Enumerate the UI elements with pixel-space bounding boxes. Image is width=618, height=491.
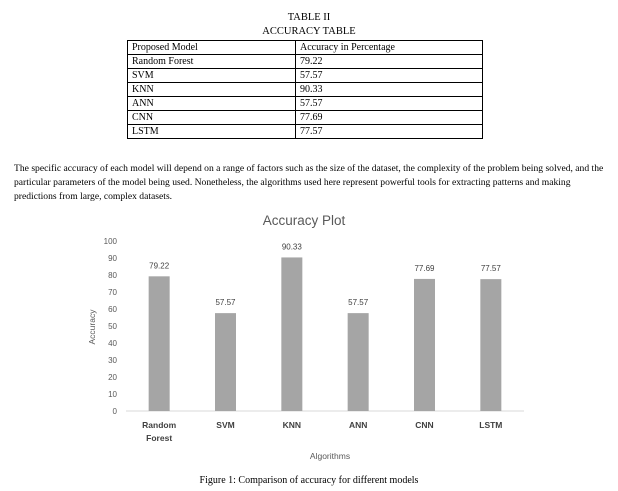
y-tick-label: 30 (108, 356, 117, 365)
y-tick-label: 10 (108, 390, 117, 399)
bar (414, 279, 435, 411)
table-header-row (128, 41, 483, 55)
y-tick-label: 0 (112, 407, 117, 416)
y-tick-label: 70 (108, 288, 117, 297)
bars (149, 257, 502, 411)
table-row (128, 111, 483, 125)
y-tick-label: 80 (108, 271, 117, 280)
table-row (128, 83, 483, 97)
data-label: 57.57 (215, 298, 236, 308)
data-label: 79.22 (149, 261, 170, 271)
table-row (128, 97, 483, 111)
data-label: 90.33 (281, 242, 302, 252)
accuracy-cell: 90.33 (296, 83, 483, 97)
accuracy-table (127, 40, 483, 139)
header-accuracy: Accuracy in Percentage (296, 41, 483, 55)
accuracy-cell: 57.57 (296, 69, 483, 83)
x-tick-label: KNN (282, 420, 302, 430)
data-label: 77.57 (480, 264, 501, 274)
accuracy-cell: 57.57 (296, 97, 483, 111)
table-row (128, 125, 483, 139)
model-cell: SVM (128, 69, 296, 83)
y-tick-label: 40 (108, 339, 117, 348)
accuracy-cell: 77.69 (296, 111, 483, 125)
data-label: 77.69 (414, 263, 435, 273)
bar (215, 313, 236, 411)
y-tick-label: 100 (103, 237, 117, 246)
x-tick-label: LSTM (479, 420, 503, 430)
model-cell: CNN (128, 111, 296, 125)
table-number: TABLE II (287, 12, 331, 23)
bar (348, 313, 369, 411)
y-axis-ticks (104, 237, 118, 416)
x-axis-label: Algorithms (309, 451, 351, 461)
accuracy-cell: 77.57 (296, 125, 483, 139)
body-paragraph: The specific accuracy of each model will depend on a range of factors such as the size of the dataset, the complexity of the problem being solved, and the particular parameters of the model being used. Nonetheless, the algorithms used here represent powerful tools for extracting patterns and making predictions from large, complex datasets. (14, 163, 604, 202)
header-model: Proposed Model (128, 41, 296, 55)
y-tick-label: 50 (108, 322, 117, 331)
model-cell: LSTM (128, 125, 296, 139)
y-tick-label: 20 (108, 373, 117, 382)
x-tick-label: SVM (216, 420, 235, 430)
chart-title: Accuracy Plot (262, 213, 346, 228)
data-label: 57.57 (348, 298, 369, 308)
x-tick-label: ANN (348, 420, 368, 430)
x-tick-label: Random Forest (142, 420, 177, 443)
x-axis-ticks (142, 420, 502, 443)
accuracy-bar-chart (0, 205, 618, 470)
y-tick-label: 60 (108, 305, 117, 314)
bar (480, 279, 501, 411)
value-labels (149, 242, 501, 307)
bar (281, 257, 302, 411)
table-title: ACCURACY TABLE (262, 26, 356, 37)
x-tick-label: CNN (415, 420, 434, 430)
bar (149, 276, 170, 411)
y-tick-label: 90 (108, 254, 117, 263)
table-row (128, 55, 483, 69)
figure-caption: Figure 1: Comparison of accuracy for different models (199, 475, 419, 486)
model-cell: KNN (128, 83, 296, 97)
model-cell: ANN (128, 97, 296, 111)
y-axis-label: Accuracy (87, 309, 97, 345)
table-row (128, 69, 483, 83)
accuracy-cell: 79.22 (296, 55, 483, 69)
model-cell: Random Forest (128, 55, 296, 69)
